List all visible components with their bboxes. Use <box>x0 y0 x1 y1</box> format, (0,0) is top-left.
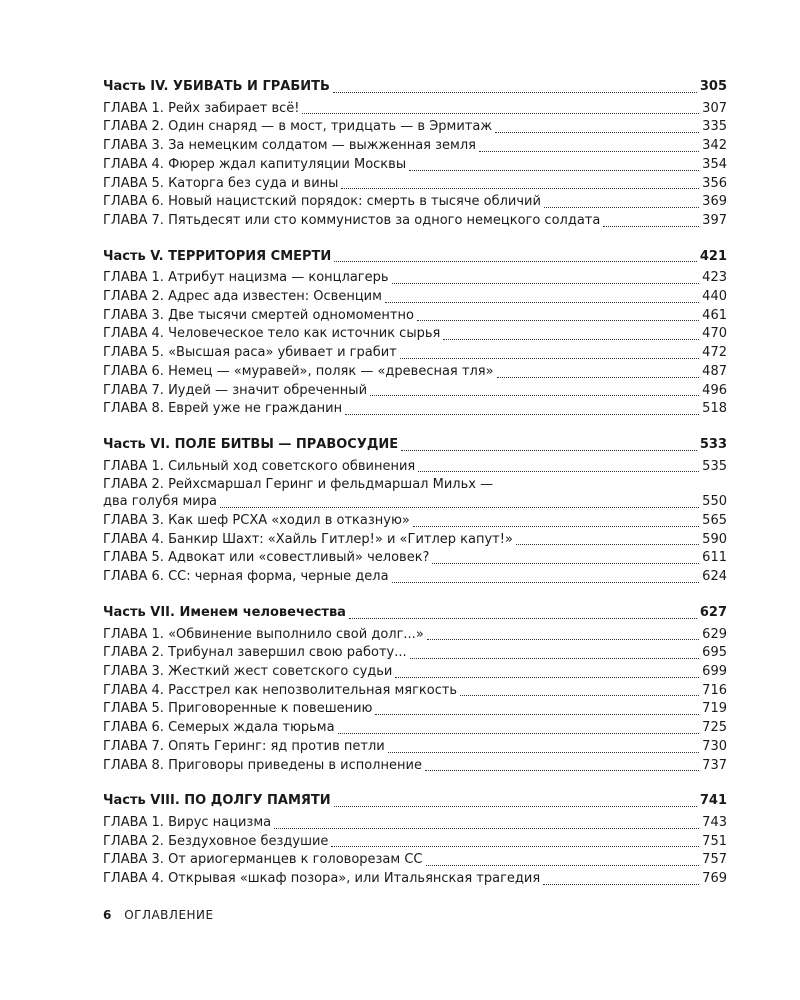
chapter-entry <box>103 719 727 738</box>
page-number-ref: 611 <box>702 550 727 566</box>
part-entry <box>103 436 727 455</box>
page-number-ref: 354 <box>702 156 727 172</box>
table-of-contents <box>103 78 727 906</box>
page-footer <box>103 908 214 922</box>
dot-leader <box>603 226 699 227</box>
page-number-ref: 461 <box>702 307 727 323</box>
dot-leader <box>443 339 699 340</box>
chapter-entry <box>103 193 727 212</box>
chapter-title: ГЛАВА 7. Опять Геринг: яд против петли <box>103 738 385 754</box>
dot-leader <box>516 544 699 545</box>
page-number-ref: 737 <box>702 757 727 773</box>
chapter-title: ГЛАВА 6. СС: черная форма, черные дела <box>103 569 389 585</box>
dot-leader <box>341 188 699 189</box>
part-entry <box>103 78 727 97</box>
dot-leader <box>375 714 699 715</box>
chapter-entry <box>103 814 727 833</box>
part-entry <box>103 248 727 267</box>
chapter-entry <box>103 118 727 137</box>
page-number-ref: 695 <box>702 645 727 661</box>
dot-leader <box>417 320 699 321</box>
chapter-entry <box>103 363 727 382</box>
footer-label: ОГЛАВЛЕНИЕ <box>124 908 214 922</box>
chapter-title: ГЛАВА 1. Атрибут нацизма — концлагерь <box>103 270 389 286</box>
chapter-entry <box>103 700 727 719</box>
part-title: Часть IV. УБИВАТЬ И ГРАБИТЬ <box>103 79 330 94</box>
dot-leader <box>425 770 699 771</box>
chapter-title: ГЛАВА 6. Немец — «муравей», поляк — «древесная тля» <box>103 363 494 379</box>
page-number-ref: 533 <box>699 436 727 452</box>
page-number-ref: 423 <box>702 270 727 286</box>
page-number-ref: 741 <box>699 793 727 809</box>
chapter-entry <box>103 833 727 852</box>
chapter-title: ГЛАВА 2. Бездуховное бездушие <box>103 833 329 849</box>
toc-part <box>103 792 727 889</box>
chapter-title: ГЛАВА 1. Рейх забирает всё! <box>103 100 300 116</box>
chapter-entry <box>103 288 727 307</box>
chapter-entry <box>103 307 727 326</box>
page-number: 6 <box>103 908 112 922</box>
toc-part <box>103 604 727 775</box>
part-title: Часть VIII. ПО ДОЛГУ ПАМЯТИ <box>103 793 331 809</box>
chapter-title: ГЛАВА 1. Вирус нацизма <box>103 814 272 830</box>
page-number-ref: 496 <box>702 382 727 398</box>
chapter-entry <box>103 682 727 701</box>
chapter-entry <box>103 531 727 550</box>
chapter-entry <box>103 325 727 344</box>
toc-part <box>103 78 727 231</box>
page-number-ref: 487 <box>702 363 727 379</box>
dot-leader <box>338 733 700 734</box>
dot-leader <box>427 639 699 640</box>
chapter-title: ГЛАВА 4. Человеческое тело как источник сырья <box>103 326 441 342</box>
page-number-ref: 725 <box>702 720 727 736</box>
dot-leader <box>392 582 700 583</box>
dot-leader <box>334 806 697 807</box>
dot-leader <box>413 526 699 527</box>
page-number-ref: 518 <box>702 401 727 417</box>
page-number-ref: 730 <box>702 738 727 754</box>
chapter-title: ГЛАВА 5. Приговоренные к повешению <box>103 701 373 717</box>
chapter-title: ГЛАВА 3. Жесткий жест советского судьи <box>103 663 393 679</box>
dot-leader <box>385 302 699 303</box>
part-entry <box>103 604 727 623</box>
chapter-title: ГЛАВА 3. Две тысячи смертей одномоментно <box>103 307 414 323</box>
page-number-ref: 342 <box>702 138 727 154</box>
chapter-title: два голубя мира <box>103 494 217 510</box>
chapter-entry <box>103 137 727 156</box>
dot-leader <box>495 132 699 133</box>
dot-leader <box>497 377 700 378</box>
page-number-ref: 356 <box>702 175 727 191</box>
page-number-ref: 716 <box>702 682 727 698</box>
chapter-entry <box>103 100 727 119</box>
chapter-entry <box>103 757 727 776</box>
dot-leader <box>432 563 699 564</box>
chapter-title: ГЛАВА 6. Новый нацистский порядок: смерть в тысяче обличий <box>103 194 541 210</box>
chapter-entry <box>103 458 727 477</box>
dot-leader <box>349 618 697 619</box>
chapter-entry <box>103 663 727 682</box>
page-number-ref: 369 <box>702 194 727 210</box>
chapter-title: ГЛАВА 3. Как шеф РСХА «ходил в отказную» <box>103 513 410 529</box>
chapter-title: ГЛАВА 4. Открывая «шкаф позора», или Итальянская трагедия <box>103 871 541 887</box>
chapter-entry <box>103 175 727 194</box>
dot-leader <box>331 846 699 847</box>
page-number-ref: 719 <box>702 701 727 717</box>
chapter-title: ГЛАВА 8. Еврей уже не гражданин <box>103 401 343 417</box>
chapter-title: ГЛАВА 7. Пятьдесят или сто коммунистов за одного немецкого солдата <box>103 212 601 228</box>
toc-part <box>103 436 727 587</box>
chapter-entry <box>103 269 727 288</box>
page-number-ref: 335 <box>702 119 727 135</box>
dot-leader <box>479 151 699 152</box>
part-title: Часть VII. Именем человечества <box>103 604 346 620</box>
dot-leader <box>400 358 699 359</box>
dot-leader <box>418 471 699 472</box>
chapter-entry <box>103 156 727 175</box>
dot-leader <box>220 507 699 508</box>
chapter-title: ГЛАВА 3. За немецким солдатом — выжженная земля <box>103 138 476 154</box>
dot-leader <box>410 658 700 659</box>
chapter-title: ГЛАВА 8. Приговоры приведены в исполнение <box>103 757 422 773</box>
page-number-ref: 535 <box>702 458 727 474</box>
page-number-ref: 699 <box>702 663 727 679</box>
dot-leader <box>401 450 697 451</box>
page-number-ref: 751 <box>702 833 727 849</box>
dot-leader <box>544 207 699 208</box>
page-number-ref: 627 <box>699 604 727 620</box>
page-number-ref: 440 <box>702 289 727 305</box>
chapter-title: ГЛАВА 5. Каторга без суда и вины <box>103 175 339 191</box>
chapter-title: ГЛАВА 2. Один снаряд — в мост, тридцать — в Эрмитаж <box>103 119 493 135</box>
chapter-title-line: ГЛАВА 2. Рейхсмаршал Геринг и фельдмаршал Мильх — <box>103 477 494 493</box>
chapter-entry <box>103 212 727 231</box>
page-number-ref: 472 <box>702 345 727 361</box>
chapter-title: ГЛАВА 7. Иудей — значит обреченный <box>103 382 368 398</box>
dot-leader <box>409 170 699 171</box>
dot-leader <box>392 283 700 284</box>
page-number-ref: 397 <box>702 212 727 228</box>
chapter-title: ГЛАВА 6. Семерых ждала тюрьма <box>103 720 335 736</box>
chapter-entry <box>103 568 727 587</box>
chapter-title: ГЛАВА 5. «Высшая раса» убивает и грабит <box>103 345 397 361</box>
chapter-entry <box>103 549 727 568</box>
dot-leader <box>460 695 699 696</box>
dot-leader <box>274 828 699 829</box>
chapter-title: ГЛАВА 1. Сильный ход советского обвинения <box>103 458 416 474</box>
page-number-ref: 769 <box>702 871 727 887</box>
page-number-ref: 550 <box>702 494 727 510</box>
chapter-entry <box>103 644 727 663</box>
dot-leader <box>395 677 699 678</box>
chapter-title: ГЛАВА 4. Фюрер ждал капитуляции Москвы <box>103 156 407 172</box>
chapter-title: ГЛАВА 4. Расстрел как непозволительная мягкость <box>103 682 458 698</box>
chapter-entry <box>103 400 727 419</box>
dot-leader <box>426 865 700 866</box>
part-entry <box>103 792 727 811</box>
dot-leader <box>333 92 697 93</box>
chapter-title: ГЛАВА 3. От ариогерманцев к головорезам СС <box>103 852 423 868</box>
dot-leader <box>345 414 699 415</box>
dot-leader <box>543 884 699 885</box>
chapter-title: ГЛАВА 2. Адрес ада известен: Освенцим <box>103 289 382 305</box>
chapter-title: ГЛАВА 4. Банкир Шахт: «Хайль Гитлер!» и «Гитлер капут!» <box>103 531 513 547</box>
page-number-ref: 421 <box>699 248 727 264</box>
page-number-ref: 307 <box>702 100 727 116</box>
dot-leader <box>388 752 699 753</box>
page-number-ref: 305 <box>699 79 727 94</box>
chapter-title: ГЛАВА 2. Трибунал завершил свою работу... <box>103 645 407 661</box>
page-number-ref: 629 <box>702 626 727 642</box>
part-title: Часть VI. ПОЛЕ БИТВЫ — ПРАВОСУДИЕ <box>103 436 399 452</box>
chapter-entry <box>103 344 727 363</box>
chapter-entry <box>103 382 727 401</box>
dot-leader <box>370 395 699 396</box>
page-number-ref: 757 <box>702 852 727 868</box>
chapter-entry <box>103 870 727 889</box>
page-number-ref: 743 <box>702 814 727 830</box>
dot-leader <box>334 261 697 262</box>
page-number-ref: 590 <box>702 531 727 547</box>
page-number-ref: 470 <box>702 326 727 342</box>
chapter-entry <box>103 626 727 645</box>
chapter-title: ГЛАВА 1. «Обвинение выполнило свой долг...» <box>103 626 424 642</box>
part-title: Часть V. ТЕРРИТОРИЯ СМЕРТИ <box>103 248 332 264</box>
chapter-entry <box>103 738 727 757</box>
chapter-title: ГЛАВА 5. Адвокат или «совестливый» человек? <box>103 550 430 566</box>
chapter-entry <box>103 512 727 531</box>
chapter-entry <box>103 493 727 512</box>
page-number-ref: 624 <box>702 569 727 585</box>
chapter-entry <box>103 851 727 870</box>
dot-leader <box>302 113 699 114</box>
toc-part <box>103 248 727 419</box>
page-number-ref: 565 <box>702 513 727 529</box>
